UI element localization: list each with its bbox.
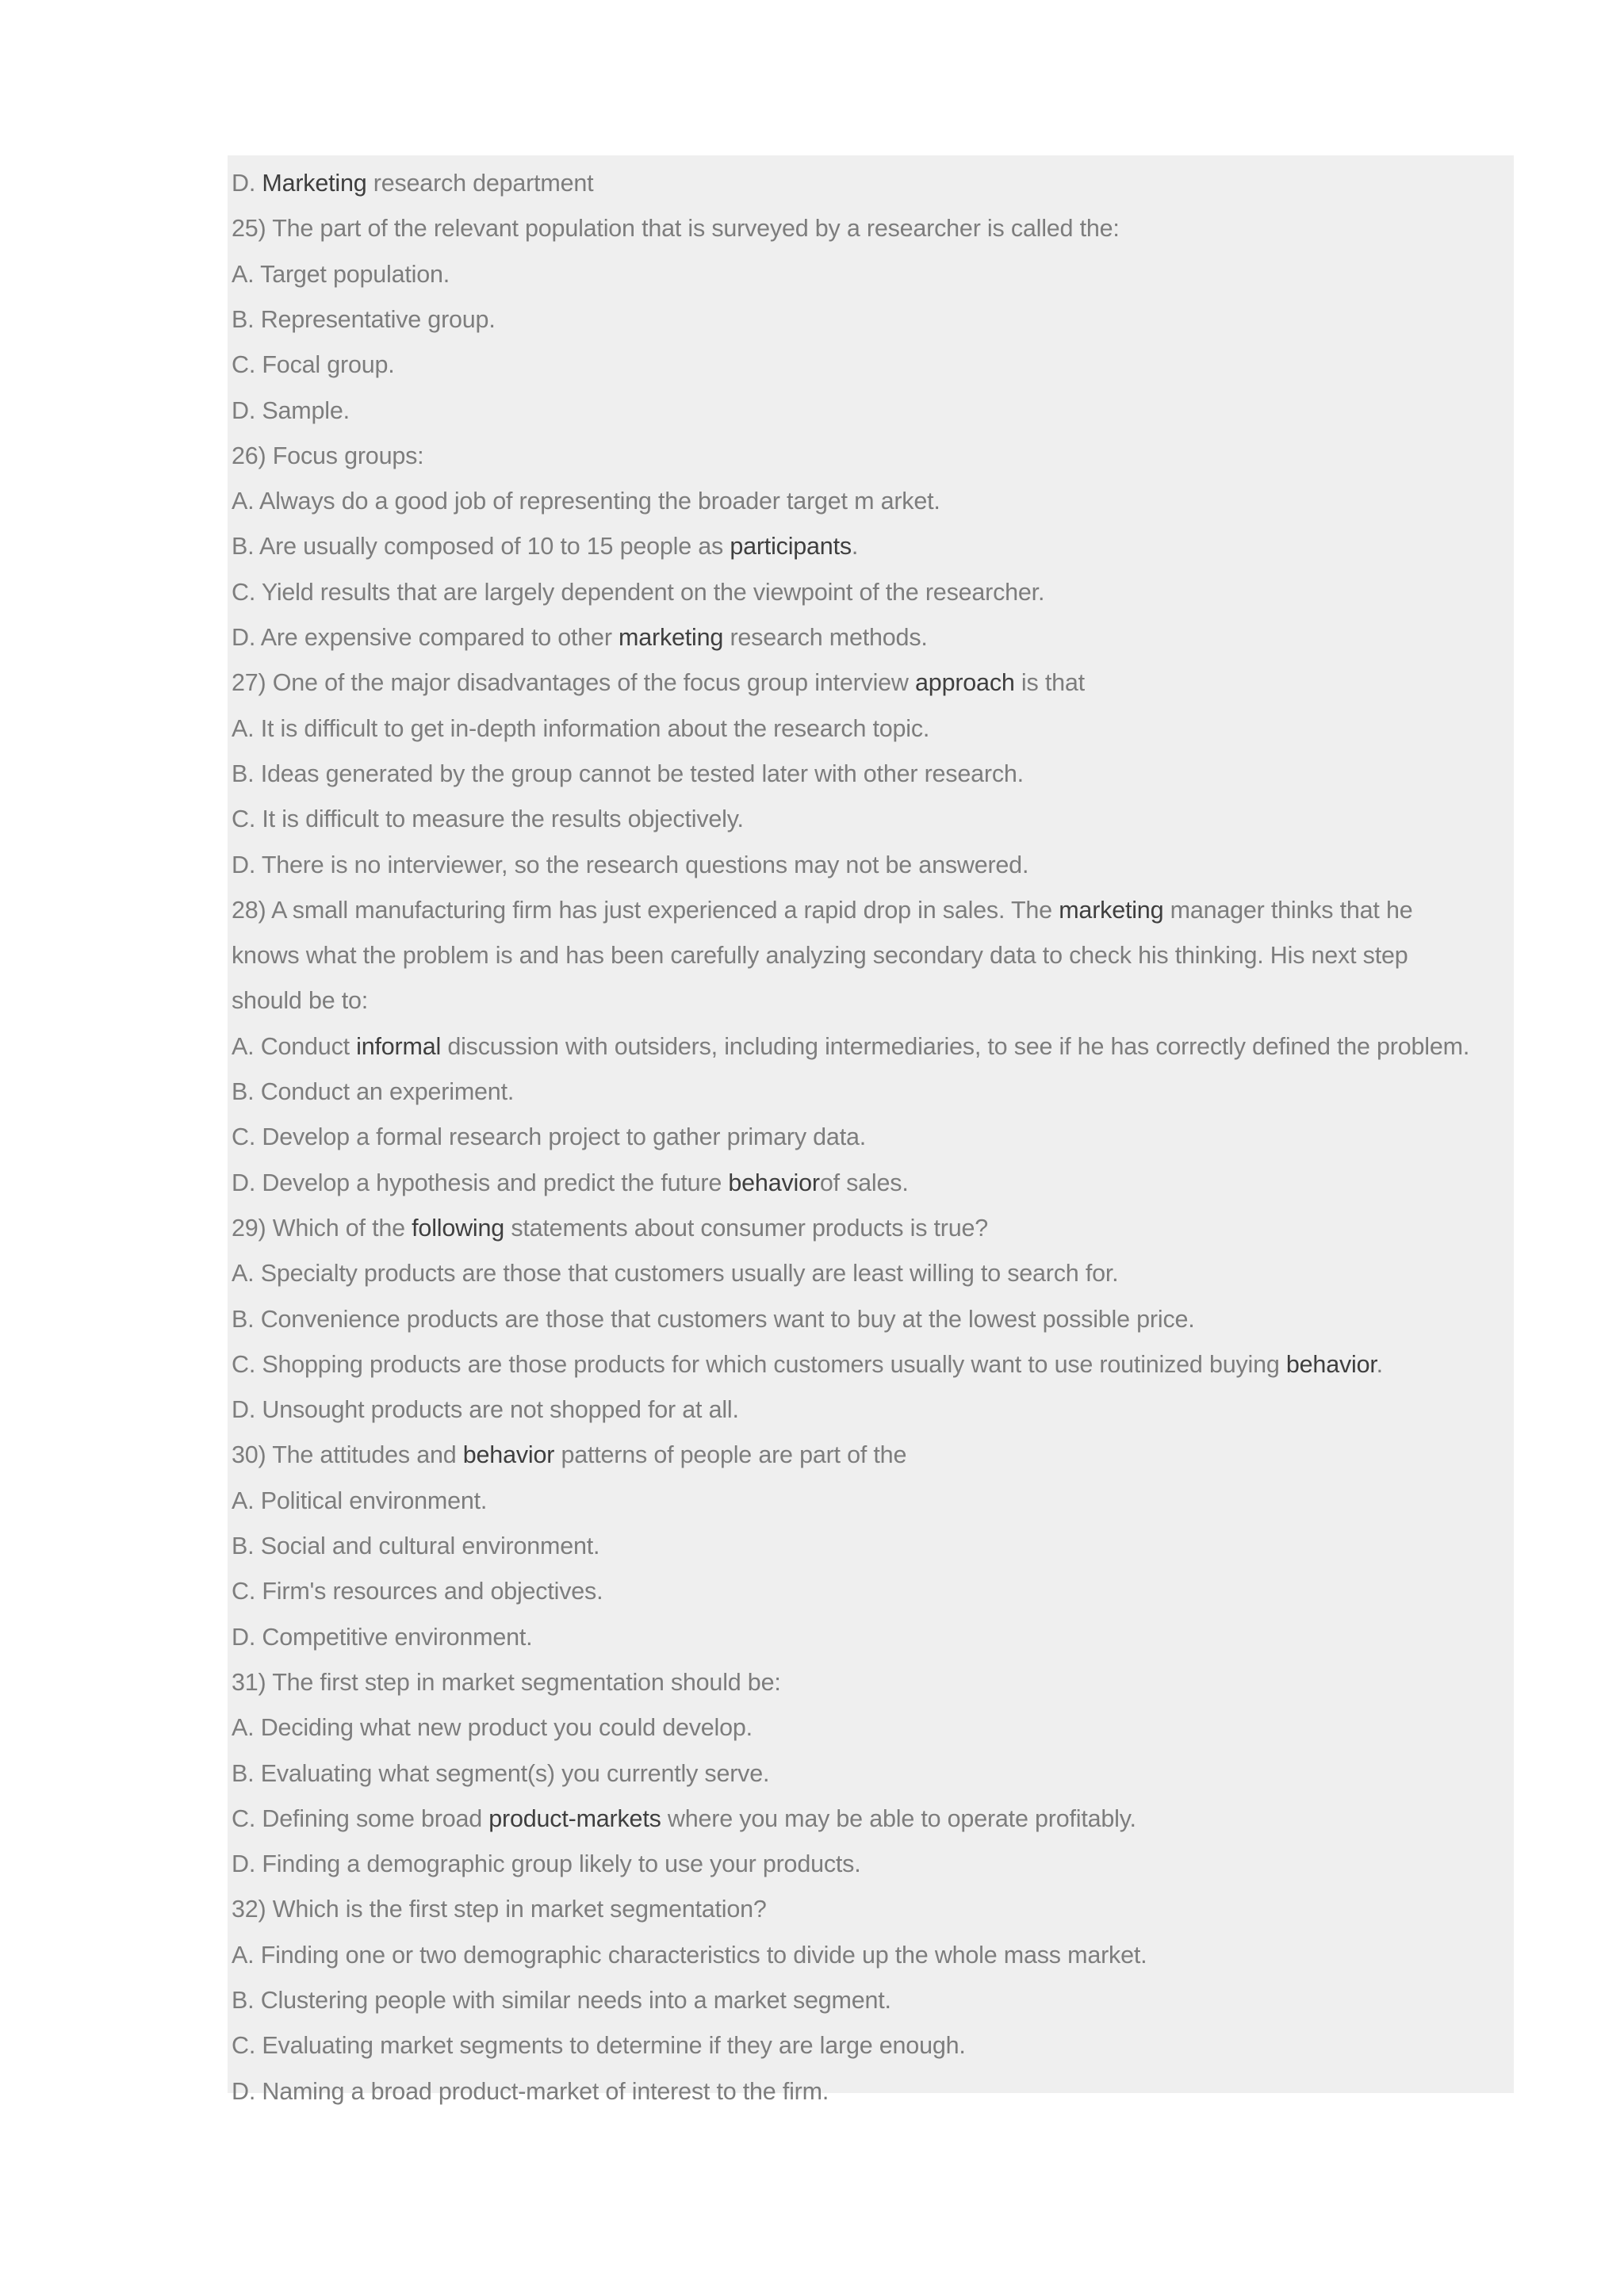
highlighted-term: behavior	[728, 1169, 820, 1196]
text-line	[232, 660, 1085, 705]
text-segment: D. Sample.	[232, 396, 350, 424]
text-line	[232, 1842, 861, 1886]
text-line	[232, 1206, 988, 1250]
text-segment: manager thinks that he	[1163, 896, 1413, 924]
text-line	[232, 1297, 1195, 1341]
text-segment: A. Conduct	[232, 1032, 357, 1060]
text-segment: patterns of people are part of the	[554, 1441, 907, 1469]
text-segment: B. Clustering people with similar needs into a market segment.	[232, 1987, 891, 2014]
text-segment: where you may be able to operate profitably.	[661, 1804, 1136, 1832]
text-segment: 28) A small manufacturing firm has just experienced a rapid drop in sales. The	[232, 896, 1059, 924]
text-segment: B. Are usually composed of 10 to 15 people as	[232, 533, 730, 561]
text-segment: 26) Focus groups:	[232, 442, 424, 469]
text-line	[232, 1024, 1469, 1069]
text-line	[232, 1569, 603, 1613]
text-line	[232, 2069, 829, 2114]
text-line	[232, 797, 744, 841]
text-line	[232, 252, 450, 297]
text-line	[232, 570, 1044, 614]
text-line	[232, 752, 1024, 796]
text-segment: D. Develop a hypothesis and predict the future	[232, 1169, 729, 1196]
text-line	[232, 1115, 866, 1159]
text-segment: C. Evaluating market segments to determine if they are large enough.	[232, 2032, 966, 2060]
text-segment: B. Evaluating what segment(s) you currently serve.	[232, 1759, 770, 1787]
text-segment: A. Finding one or two demographic characteristics to divide up the whole mass market.	[232, 1941, 1147, 1969]
text-segment: should be to:	[232, 987, 369, 1015]
text-segment: A. Always do a good job of representing the broader target m arket.	[232, 488, 940, 515]
text-segment: B. Social and cultural environment.	[232, 1533, 600, 1559]
text-segment: C. Develop a formal research project to gather primary data.	[232, 1123, 867, 1151]
text-segment: D.	[232, 170, 262, 197]
text-line	[232, 706, 929, 751]
text-line	[232, 2023, 966, 2068]
highlighted-term: Marketing	[262, 170, 367, 197]
text-line	[232, 206, 1120, 251]
text-line	[232, 161, 593, 205]
text-segment: D. Unsought products are not shopped for at all.	[232, 1396, 739, 1424]
text-line	[232, 1660, 781, 1705]
text-line	[232, 1251, 1118, 1295]
text-segment: D. Finding a demographic group likely to use your products.	[232, 1850, 861, 1878]
text-line	[232, 388, 350, 433]
text-segment: C. Firm's resources and objectives.	[232, 1578, 603, 1605]
text-line	[232, 479, 940, 523]
text-segment: research methods.	[723, 624, 928, 651]
text-segment: A. Specialty products are those that customers usually are least willing to search for.	[232, 1260, 1119, 1288]
highlighted-term: product-markets	[488, 1804, 661, 1832]
text-line	[232, 1751, 769, 1796]
text-segment: A. It is difficult to get in-depth information about the research topic.	[232, 714, 930, 742]
text-segment: discussion with outsiders, including intermediaries, to see if he has correctly defined the problem.	[441, 1032, 1470, 1060]
text-segment: B. Conduct an experiment.	[232, 1078, 515, 1105]
text-segment: C. Focal group.	[232, 351, 395, 379]
highlighted-term: participants	[730, 533, 852, 561]
text-line	[232, 1524, 599, 1568]
text-segment: B. Convenience products are those that customers want to buy at the lowest possible price.	[232, 1305, 1195, 1333]
text-line	[232, 933, 1408, 978]
text-line	[232, 888, 1413, 932]
text-segment: A. Political environment.	[232, 1487, 488, 1514]
text-segment: 29) Which of the	[232, 1214, 412, 1242]
text-segment: of sales.	[819, 1169, 909, 1196]
text-segment: 30) The attitudes and	[232, 1441, 463, 1469]
text-line	[232, 1433, 906, 1477]
text-line	[232, 342, 395, 387]
text-segment: research department	[366, 170, 594, 197]
text-line	[232, 843, 1028, 887]
text-line	[232, 1342, 1383, 1387]
text-segment: .	[851, 533, 859, 561]
text-line	[232, 297, 496, 342]
highlighted-term: following	[412, 1214, 505, 1242]
text-segment: D. Are expensive compared to other	[232, 624, 619, 651]
highlighted-term: marketing	[619, 624, 724, 651]
highlighted-term: behavior	[462, 1441, 555, 1469]
text-segment: D. Competitive environment.	[232, 1623, 533, 1651]
text-segment: 32) Which is the first step in market segmentation?	[232, 1896, 767, 1923]
text-line	[232, 1933, 1147, 1977]
text-line	[232, 615, 928, 660]
text-segment: 27) One of the major disadvantages of the focus group interview	[232, 669, 916, 697]
text-segment: A. Deciding what new product you could develop.	[232, 1714, 753, 1742]
text-line	[232, 1615, 532, 1659]
text-segment: B. Ideas generated by the group cannot be tested later with other research.	[232, 760, 1024, 787]
quiz-text-block	[228, 155, 1514, 2105]
text-segment: .	[1376, 1350, 1383, 1378]
highlighted-term: marketing	[1059, 896, 1164, 924]
text-line	[232, 1705, 753, 1750]
text-segment: is that	[1014, 669, 1085, 697]
text-segment: C. Shopping products are those products for which customers usually want to use routinized buying	[232, 1350, 1286, 1378]
text-line	[232, 1887, 767, 1931]
text-segment: C. Defining some broad	[232, 1804, 489, 1832]
text-segment: D. There is no interviewer, so the research questions may not be answered.	[232, 851, 1029, 878]
text-segment: 31) The first step in market segmentation should be:	[232, 1668, 781, 1696]
text-line	[232, 978, 368, 1023]
text-segment: D. Naming a broad product-market of interest to the firm.	[232, 2077, 829, 2105]
text-line	[232, 1070, 514, 1114]
text-line	[232, 1387, 739, 1432]
text-line	[232, 434, 423, 478]
text-segment: C. Yield results that are largely dependent on the viewpoint of the researcher.	[232, 578, 1045, 606]
text-segment: B. Representative group.	[232, 305, 496, 333]
text-segment: knows what the problem is and has been carefully analyzing secondary data to check his thinking. His next step	[232, 942, 1408, 970]
highlighted-term: informal	[356, 1032, 442, 1060]
text-segment: statements about consumer products is true?	[504, 1214, 989, 1242]
text-segment: A. Target population.	[232, 260, 450, 288]
text-segment: 25) The part of the relevant population that is surveyed by a researcher is called the:	[232, 215, 1120, 243]
highlighted-term: approach	[915, 669, 1015, 697]
text-line	[232, 524, 858, 568]
text-line	[232, 1161, 909, 1205]
text-line	[232, 1797, 1136, 1841]
text-segment: C. It is difficult to measure the results objectively.	[232, 806, 744, 833]
text-line	[232, 1479, 487, 1523]
highlighted-term: behavior	[1285, 1350, 1377, 1378]
text-line	[232, 1978, 891, 2022]
